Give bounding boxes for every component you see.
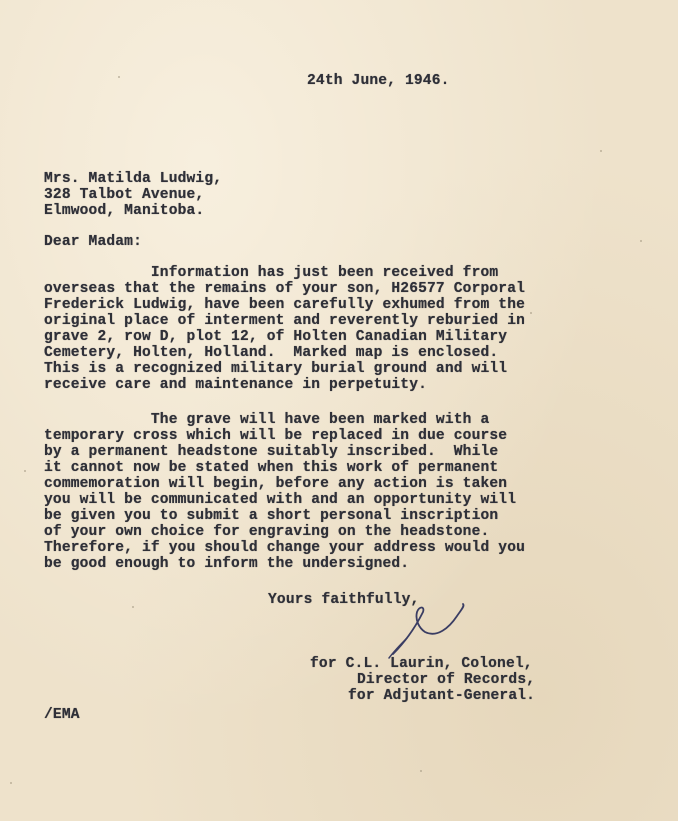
recipient-city: Elmwood, Manitoba. (44, 203, 205, 219)
recipient-street: 328 Talbot Avenue, (44, 187, 205, 203)
paragraph2-line: of your own choice for engraving on the headstone. (44, 524, 490, 540)
paragraph2-line: The grave will have been marked with a (44, 412, 490, 428)
recipient-name: Mrs. Matilda Ludwig, (44, 171, 223, 187)
paper-speck (132, 606, 134, 608)
paragraph1-line: Information has just been received from (44, 265, 499, 281)
paragraph1-line: original place of interment and reverently reburied in (44, 313, 526, 329)
paragraph1-line: receive care and maintenance in perpetuity. (44, 377, 428, 393)
letter-date: 24th June, 1946. (307, 73, 450, 89)
paragraph2-line: it cannot now be stated when this work of permanent (44, 460, 499, 476)
paragraph2-line: be given you to submit a short personal inscription (44, 508, 499, 524)
paragraph1-line: grave 2, row D, plot 12, of Holten Canadian Military (44, 329, 508, 345)
paragraph2-line: commemoration will begin, before any action is taken (44, 476, 508, 492)
paper-speck (118, 76, 120, 78)
closing: Yours faithfully, (268, 592, 420, 608)
salutation: Dear Madam: (44, 234, 142, 250)
paper-speck (640, 240, 642, 242)
paragraph1-line: Cemetery, Holten, Holland. Marked map is enclosed. (44, 345, 499, 361)
paper-speck (600, 150, 602, 152)
paragraph1-line: overseas that the remains of your son, H26577 Corporal (44, 281, 526, 297)
paragraph1-line: Frederick Ludwig, have been carefully exhumed from the (44, 297, 526, 313)
paragraph2-line: you will be communicated with and an opportunity will (44, 492, 517, 508)
paper-speck (420, 770, 422, 772)
paragraph2-line: be good enough to inform the undersigned. (44, 556, 410, 572)
paper-speck (10, 782, 12, 784)
paper-speck (24, 470, 26, 472)
signature-line: for C.L. Laurin, Colonel, (310, 656, 533, 672)
handwritten-signature (385, 598, 470, 660)
paragraph2-line: by a permanent headstone suitably inscribed. While (44, 444, 499, 460)
paragraph1-line: This is a recognized military burial ground and will (44, 361, 508, 377)
paragraph2-line: Therefore, if you should change your address would you (44, 540, 526, 556)
paper-speck (530, 312, 532, 314)
signature-line: Director of Records, (357, 672, 536, 688)
reference-initials: /EMA (44, 707, 80, 723)
paragraph2-line: temporary cross which will be replaced in due course (44, 428, 508, 444)
signature-line: for Adjutant-General. (348, 688, 536, 704)
